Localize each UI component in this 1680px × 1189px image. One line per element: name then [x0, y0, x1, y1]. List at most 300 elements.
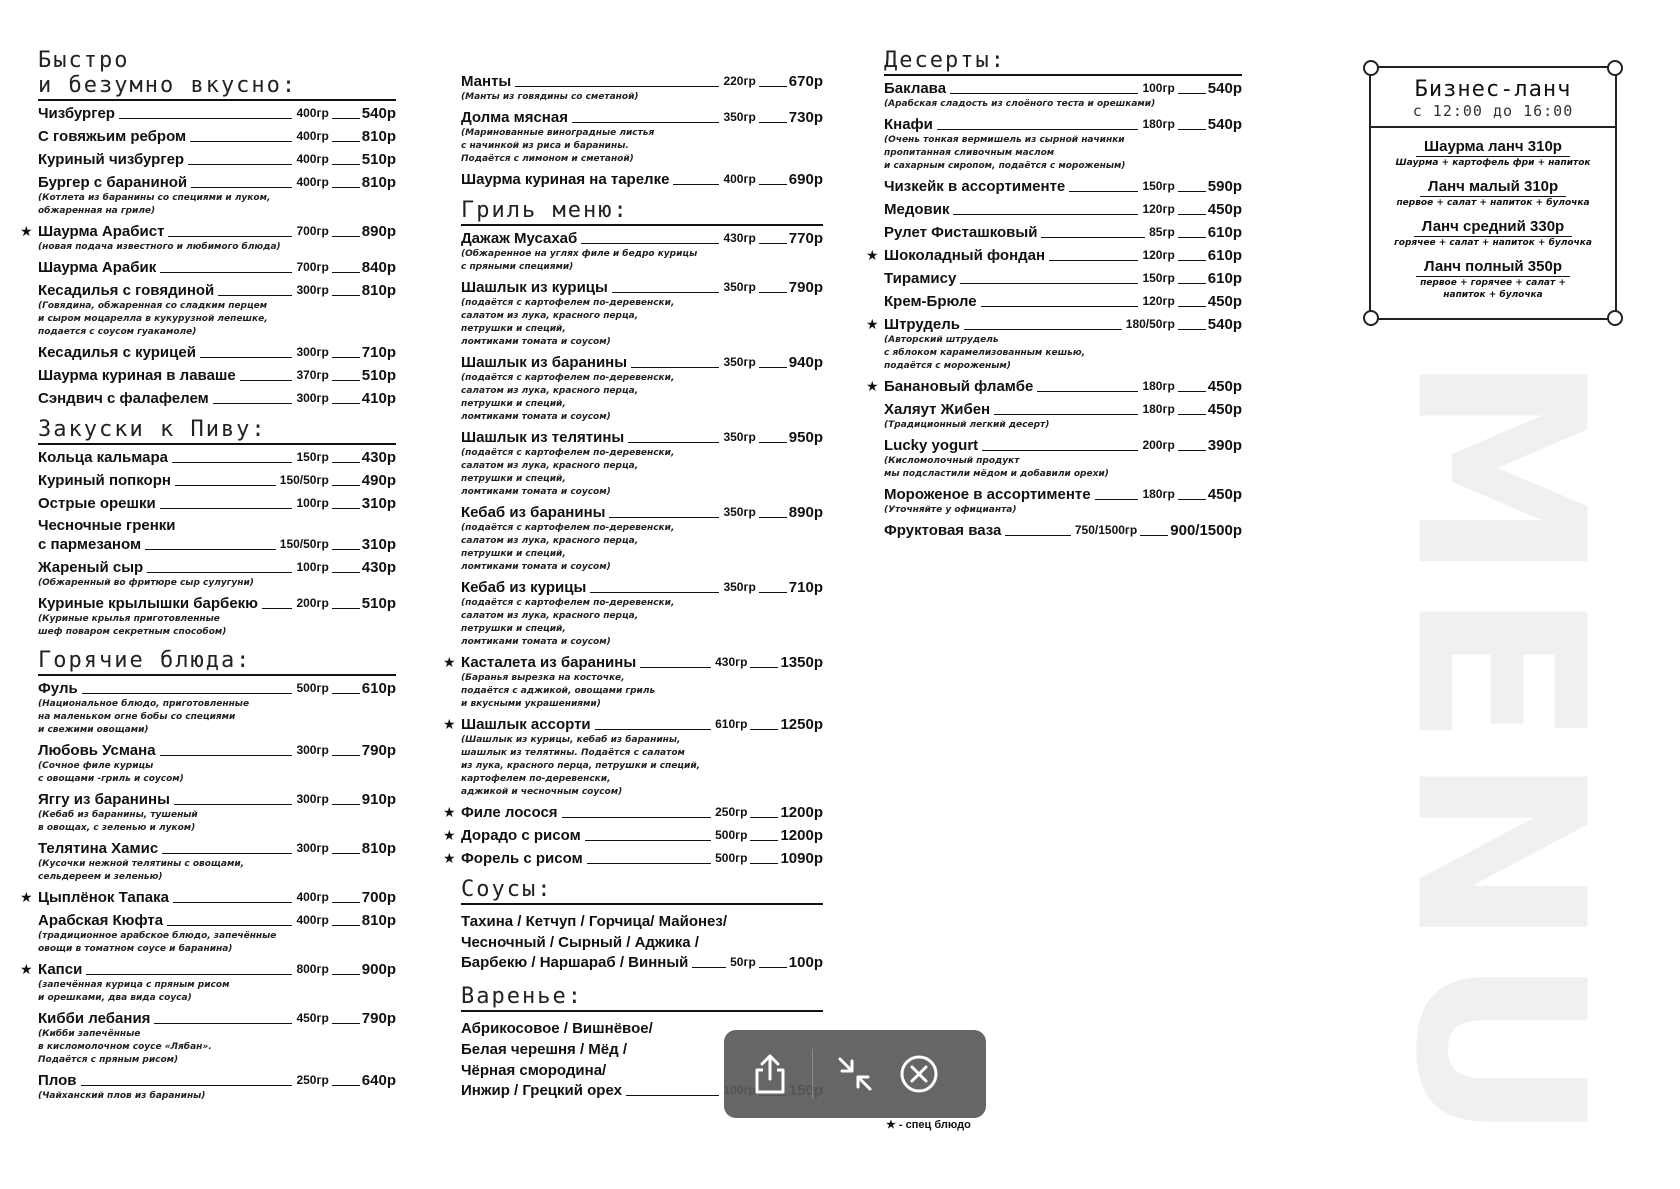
item-row: [38, 888, 396, 907]
lunch-package: [1371, 136, 1615, 169]
item-name: Кебаб из курицы: [461, 579, 587, 596]
menu-item: [443, 826, 823, 845]
item-name: Любовь Усмана: [38, 742, 156, 759]
leader-line: [1178, 414, 1206, 415]
item-weight: 700гр: [296, 260, 329, 274]
item-weight: 150гр: [1142, 179, 1175, 193]
item-weight: 180/50гр: [1125, 317, 1175, 331]
item-price: 450р: [1207, 201, 1242, 218]
leader-line: [332, 549, 360, 550]
item-price: 100р: [788, 954, 823, 971]
leader-line: [332, 380, 360, 381]
item-row: [38, 366, 396, 385]
item-weight: 300гр: [296, 345, 329, 359]
leader-line: [759, 592, 787, 593]
item-price: 430р: [361, 449, 396, 466]
leader-line: [1178, 191, 1206, 192]
item-name: Капси: [38, 961, 83, 978]
item-row: [38, 389, 396, 408]
lunch-package-name: Ланч полный 350р: [1416, 258, 1570, 277]
menu-item: [38, 173, 396, 218]
item-weight: 250гр: [715, 805, 748, 819]
menu-item: [461, 353, 823, 424]
menu-item: [461, 170, 823, 189]
leader-line: [332, 236, 360, 237]
item-weight: 120гр: [1142, 294, 1175, 308]
item-weight: 120гр: [1142, 202, 1175, 216]
item-price: 810р: [361, 840, 396, 857]
item-price: 540р: [361, 105, 396, 122]
item-weight: 120гр: [1142, 248, 1175, 262]
leader-line: [332, 755, 360, 756]
menu-item: [866, 246, 1242, 265]
leader-line: [1178, 306, 1206, 307]
leader-line: [1178, 329, 1206, 330]
item-row: [38, 127, 396, 146]
item-weight: 250гр: [296, 1073, 329, 1087]
item-weight: 450гр: [296, 1011, 329, 1025]
item-weight: 50гр: [730, 955, 756, 969]
leader-line: [609, 517, 719, 518]
item-weight: 100гр: [1142, 81, 1175, 95]
leader-line: [332, 1023, 360, 1024]
section-title: Гриль меню:: [461, 198, 823, 226]
item-name: Касталета из баранины: [461, 654, 637, 671]
item-row: [461, 72, 823, 91]
leader-line: [1178, 129, 1206, 130]
leader-line: [750, 863, 778, 864]
item-price: 510р: [361, 151, 396, 168]
menu-item: [38, 839, 396, 884]
item-name-line: Чесночные гренки: [38, 517, 176, 534]
star-icon: ★: [866, 379, 879, 395]
item-name: Фруктовая ваза: [884, 522, 1002, 539]
leader-line: [332, 572, 360, 573]
leader-line: [160, 508, 293, 509]
item-row: [461, 715, 823, 734]
jam-line: Чёрная смородина/: [461, 1062, 607, 1079]
item-name: Куриные крылышки барбекю: [38, 595, 258, 612]
leader-line: [119, 118, 292, 119]
item-name: Бургер с бараниной: [38, 174, 188, 191]
leader-line: [160, 755, 293, 756]
item-weight: 100гр: [296, 560, 329, 574]
item-name: Крем-Брюле: [884, 293, 977, 310]
item-row: [38, 281, 396, 300]
item-description: (подаётся с картофелем по-деревенски, салатом из лука, красного перца, петрушки и специй, ломтиками томата и соусом): [461, 373, 675, 422]
item-name: Шаурма Арабист: [38, 223, 165, 240]
collapse-icon[interactable]: [823, 1042, 887, 1106]
leader-line: [750, 817, 778, 818]
menu-item: [20, 960, 396, 1005]
leader-line: [332, 403, 360, 404]
item-weight: 180гр: [1142, 117, 1175, 131]
item-row: [461, 278, 823, 297]
leader-line: [154, 1023, 292, 1024]
leader-line: [626, 1095, 719, 1096]
item-row: [884, 223, 1242, 242]
item-price: 890р: [361, 223, 396, 240]
item-price: 810р: [361, 282, 396, 299]
item-price: 790р: [788, 279, 823, 296]
menu-item: [884, 200, 1242, 219]
menu-item: [38, 104, 396, 123]
leader-line: [1178, 391, 1206, 392]
section-title: Десерты:: [884, 48, 1242, 76]
item-row: [884, 200, 1242, 219]
leader-line: [173, 902, 292, 903]
item-description: (Говядина, обжаренная со сладким перцем и сыром моцарелла в кукурузной лепешке, подается с соусом гуакамоле): [38, 301, 268, 337]
item-name: Мороженое в ассортименте: [884, 486, 1091, 503]
item-price: 730р: [788, 109, 823, 126]
star-icon: ★: [20, 890, 33, 906]
close-icon[interactable]: [887, 1042, 951, 1106]
item-weight: 500гр: [715, 828, 748, 842]
item-price: 430р: [361, 559, 396, 576]
item-price: 790р: [361, 742, 396, 759]
item-price: 610р: [1207, 247, 1242, 264]
item-row: [461, 428, 823, 447]
menu-item: [884, 521, 1242, 540]
item-description: (подаётся с картофелем по-деревенски, салатом из лука, красного перца, петрушки и специй, ломтиками томата и соусом): [461, 298, 675, 347]
leader-line: [188, 164, 292, 165]
leader-line: [759, 292, 787, 293]
leader-line: [332, 804, 360, 805]
menu-watermark: [1364, 353, 1632, 1151]
business-lunch-box: [1369, 66, 1617, 320]
leader-line: [1140, 535, 1168, 536]
item-description: (Национальное блюдо, приготовленные на маленьком огне бобы со специями и свежими овощами): [38, 699, 250, 735]
item-name: Рулет Фисташковый: [884, 224, 1038, 241]
leader-line: [562, 817, 712, 818]
item-weight: 350гр: [723, 580, 756, 594]
item-weight: 610гр: [715, 717, 748, 731]
item-description: (Куриные крылья приготовленные шеф поваром секретным способом): [38, 614, 227, 637]
item-row: [38, 222, 396, 241]
item-weight: 150/50гр: [279, 473, 329, 487]
item-description: (Уточняйте у официанта): [884, 505, 1017, 515]
leader-line: [759, 86, 787, 87]
item-weight: 220гр: [723, 74, 756, 88]
menu-item: [884, 79, 1242, 111]
item-name: Тирамису: [884, 270, 957, 287]
leader-line: [937, 129, 1139, 130]
leader-line: [964, 329, 1122, 330]
item-name: С говяжьим ребром: [38, 128, 187, 145]
item-row: [38, 173, 396, 192]
item-name: Шашлык из курицы: [461, 279, 608, 296]
menu-item: [461, 278, 823, 349]
leader-line: [332, 295, 360, 296]
item-name: Цыплёнок Тапака: [38, 889, 169, 906]
item-row: [38, 558, 396, 577]
item-description: (Манты из говядины со сметаной): [461, 92, 639, 102]
menu-item: [884, 177, 1242, 196]
item-price: 590р: [1207, 178, 1242, 195]
item-name: Кнафи: [884, 116, 933, 133]
item-price: 450р: [1207, 401, 1242, 418]
menu-item: [38, 448, 396, 467]
leader-line: [1069, 191, 1138, 192]
leader-line: [750, 667, 778, 668]
lunch-package-name: Ланч средний 330р: [1414, 218, 1572, 237]
leader-line: [1049, 260, 1138, 261]
item-name: Кебаб из баранины: [461, 504, 606, 521]
share-icon[interactable]: [738, 1042, 802, 1106]
leader-line: [82, 693, 293, 694]
item-name: Lucky yogurt: [884, 437, 979, 454]
item-description: (Кебаб из баранины, тушеный в овощах, с зеленью и луком): [38, 810, 198, 833]
item-row: [38, 104, 396, 123]
leader-line: [759, 442, 787, 443]
item-weight: 400гр: [723, 172, 756, 186]
leader-line: [332, 272, 360, 273]
item-price: 670р: [788, 73, 823, 90]
item-row: [461, 803, 823, 822]
item-weight: 400гр: [296, 913, 329, 927]
item-price: 540р: [1207, 316, 1242, 333]
leader-line: [1005, 535, 1071, 536]
item-name: Банановый фламбе: [884, 378, 1034, 395]
item-row: [38, 1071, 396, 1090]
item-row: [38, 258, 396, 277]
leader-line: [587, 863, 711, 864]
item-row: [884, 269, 1242, 288]
item-row: [461, 229, 823, 248]
leader-line: [759, 367, 787, 368]
item-price: 1200р: [780, 804, 823, 821]
item-description: (новая подача известного и любимого блюда): [38, 242, 281, 252]
item-weight: 100гр: [296, 496, 329, 510]
item-price: 900р: [361, 961, 396, 978]
item-price: 450р: [1207, 486, 1242, 503]
item-row: [38, 911, 396, 930]
item-weight: 370гр: [296, 368, 329, 382]
item-price: 810р: [361, 912, 396, 929]
item-price: 510р: [361, 595, 396, 612]
item-description: (Котлета из баранины со специями и луком, обжаренная на гриле): [38, 193, 271, 216]
item-weight: 430гр: [723, 231, 756, 245]
special-dish-legend: ★ - спец блюдо: [886, 1119, 971, 1131]
item-row: [884, 292, 1242, 311]
leader-line: [1178, 260, 1206, 261]
item-row: [38, 839, 396, 858]
item-name: Форель с рисом: [461, 850, 583, 867]
item-price: 940р: [788, 354, 823, 371]
leader-line: [673, 184, 719, 185]
leader-line: [982, 450, 1138, 451]
item-name: Манты: [461, 73, 512, 90]
leader-line: [262, 608, 292, 609]
item-row: [38, 471, 396, 490]
item-description: (запечённая курица с пряным рисом и орешками, два вида соуса): [38, 980, 230, 1003]
star-icon: ★: [20, 962, 33, 978]
lunch-package-description: первое + горячее + салат + напиток + булочка: [1420, 278, 1566, 300]
item-weight: 150гр: [296, 450, 329, 464]
item-weight: 300гр: [296, 391, 329, 405]
leader-line: [332, 141, 360, 142]
item-name: Чизбургер: [38, 105, 115, 122]
item-weight: 700гр: [296, 224, 329, 238]
item-row: [884, 246, 1242, 265]
star-icon: ★: [866, 317, 879, 333]
leader-line: [332, 853, 360, 854]
item-name: с пармезаном: [38, 536, 142, 553]
leader-line: [332, 1085, 360, 1086]
menu-column-1: [20, 48, 396, 1112]
lunch-package-description: первое + салат + напиток + булочка: [1396, 198, 1590, 208]
leader-line: [332, 485, 360, 486]
item-name: Халяут Жибен: [884, 401, 991, 418]
item-description: (Кусочки нежной телятины с овощами, сельдереем и зеленью): [38, 859, 245, 882]
leader-line: [175, 485, 276, 486]
item-name: Чизкейк в ассортименте: [884, 178, 1066, 195]
lunch-package-name: Ланч малый 310р: [1420, 178, 1566, 197]
sauces-line: Чесночный / Сырный / Аджика /: [461, 934, 699, 951]
item-row: [461, 826, 823, 845]
menu-item: [443, 803, 823, 822]
item-weight: 150гр: [1142, 271, 1175, 285]
star-icon: ★: [443, 717, 456, 733]
item-row: [461, 953, 823, 972]
item-row: [461, 653, 823, 672]
menu-item: [884, 115, 1242, 173]
item-weight: 400гр: [296, 129, 329, 143]
leader-line: [1178, 93, 1206, 94]
leader-line: [147, 572, 292, 573]
menu-item: [20, 888, 396, 907]
item-price: 1350р: [780, 654, 823, 671]
item-price: 490р: [361, 472, 396, 489]
item-row: [461, 578, 823, 597]
leader-line: [595, 729, 711, 730]
item-price: 910р: [361, 791, 396, 808]
leader-line: [1178, 283, 1206, 284]
menu-item: [38, 127, 396, 146]
item-description: (подаётся с картофелем по-деревенски, салатом из лука, красного перца, петрушки и специй, ломтиками томата и соусом): [461, 523, 675, 572]
lunch-package-description: горячее + салат + напиток + булочка: [1394, 238, 1592, 248]
lunch-package: [1371, 256, 1615, 301]
menu-item: [38, 911, 396, 956]
menu-item: [461, 503, 823, 574]
item-weight: 300гр: [296, 792, 329, 806]
leader-line: [332, 508, 360, 509]
item-weight: 300гр: [296, 283, 329, 297]
item-price: 890р: [788, 504, 823, 521]
item-price: 710р: [788, 579, 823, 596]
menu-item: [38, 790, 396, 835]
menu-item: [884, 292, 1242, 311]
item-row: [884, 436, 1242, 455]
menu-item: [884, 436, 1242, 481]
item-row: [461, 503, 823, 522]
leader-line: [332, 974, 360, 975]
section-title: Соусы:: [461, 877, 823, 905]
leader-line: [750, 840, 778, 841]
item-weight: 180гр: [1142, 402, 1175, 416]
item-row: [884, 377, 1242, 396]
item-weight: 350гр: [723, 280, 756, 294]
leader-line: [332, 357, 360, 358]
menu-item: [461, 428, 823, 499]
item-row: [38, 960, 396, 979]
menu-item: [461, 229, 823, 274]
item-price: 810р: [361, 128, 396, 145]
item-name: Штрудель: [884, 316, 960, 333]
item-row: [38, 448, 396, 467]
item-price: 610р: [361, 680, 396, 697]
leader-line: [759, 967, 787, 968]
item-row: [884, 115, 1242, 134]
leader-line: [332, 164, 360, 165]
leader-line: [162, 853, 292, 854]
leader-line: [332, 693, 360, 694]
leader-line: [145, 549, 276, 550]
section-title: Горячие блюда:: [38, 648, 396, 676]
menu-watermark-text: MENU: [1364, 353, 1632, 1151]
leader-line: [1041, 237, 1145, 238]
menu-item: [884, 400, 1242, 432]
leader-line: [1178, 214, 1206, 215]
menu-item: [38, 558, 396, 590]
item-price: 770р: [788, 230, 823, 247]
menu-item: [38, 258, 396, 277]
item-price: 710р: [361, 344, 396, 361]
leader-line: [190, 141, 292, 142]
leader-line: [572, 122, 719, 123]
item-price: 840р: [361, 259, 396, 276]
item-row: [38, 679, 396, 698]
menu-item: [443, 715, 823, 799]
item-price: 540р: [1207, 116, 1242, 133]
item-price: 450р: [1207, 378, 1242, 395]
menu-item: [38, 471, 396, 490]
leader-line: [86, 974, 292, 975]
star-icon: ★: [443, 851, 456, 867]
item-weight: 200гр: [296, 596, 329, 610]
menu-item: [884, 223, 1242, 242]
section-title: Закуски к Пиву:: [38, 417, 396, 445]
item-price: 640р: [361, 1072, 396, 1089]
item-weight: 300гр: [296, 841, 329, 855]
item-row: [38, 1009, 396, 1028]
leader-line: [200, 357, 293, 358]
item-description: (Кисломолочный продукт мы подсластили мёдом и добавили орехи): [884, 456, 1109, 479]
item-row: [38, 594, 396, 613]
leader-line: [750, 729, 778, 730]
section-title: Быстро и безумно вкусно:: [38, 48, 396, 101]
item-weight: 800гр: [296, 962, 329, 976]
leader-line: [332, 902, 360, 903]
item-weight: 350гр: [723, 110, 756, 124]
menu-item: [443, 653, 823, 711]
item-row: [884, 521, 1242, 540]
item-weight: 400гр: [296, 890, 329, 904]
leader-line: [332, 118, 360, 119]
item-name: Инжир / Грецкий орех: [461, 1082, 622, 1099]
item-weight: 180гр: [1142, 487, 1175, 501]
item-weight: 750/1500гр: [1074, 523, 1138, 537]
item-name: Телятина Хамис: [38, 840, 159, 857]
item-price: 510р: [361, 367, 396, 384]
item-name: Медовик: [884, 201, 950, 218]
item-row: [461, 170, 823, 189]
item-name: Шаурма Арабик: [38, 259, 157, 276]
item-description: (Арабская сладость из слоёного теста и орешками): [884, 99, 1156, 109]
item-description: (Обжаренный во фритюре сыр сулугуни): [38, 578, 254, 588]
leader-line: [759, 122, 787, 123]
leader-line: [174, 804, 293, 805]
